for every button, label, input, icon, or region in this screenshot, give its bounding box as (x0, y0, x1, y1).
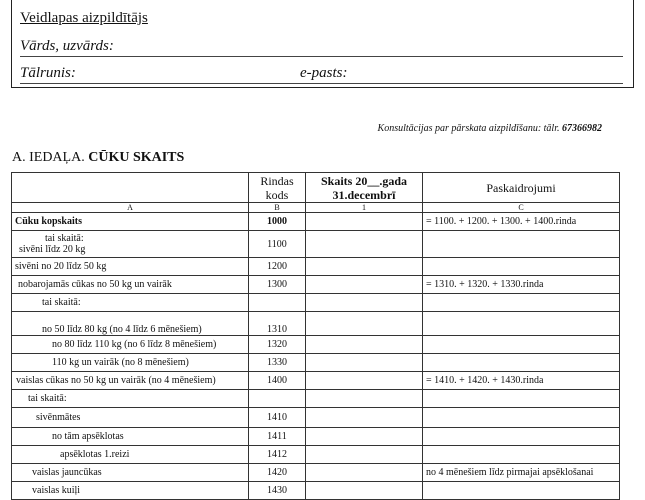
consultation-phone: 67366982 (562, 123, 602, 134)
header-count: Skaits 20__.gada 31.decembrī (306, 173, 423, 203)
count-input-cell[interactable] (306, 258, 423, 276)
row-code: 1400 (249, 372, 306, 390)
row-notes (423, 428, 620, 446)
row-name: no tām apsēklotas (12, 428, 249, 446)
name-field-line[interactable] (20, 56, 623, 57)
table-row (12, 464, 620, 482)
row-notes (423, 312, 620, 336)
phone-label: Tālrunis: (20, 65, 76, 81)
row-name: nobarojamās cūkas no 50 kg un vairāk (12, 276, 249, 294)
table-row (12, 258, 620, 276)
count-input-cell[interactable] (306, 294, 423, 312)
row-name: 110 kg un vairāk (no 8 mēnešiem) (12, 354, 249, 372)
row-name: vaislas kuiļi (12, 482, 249, 500)
row-name-line1: tai skaitā: (45, 233, 84, 244)
table-row (12, 372, 620, 390)
table-row (12, 354, 620, 372)
row-code: 1300 (249, 276, 306, 294)
section-prefix: A. IEDAĻA. (12, 150, 85, 165)
letter-a: A (12, 203, 249, 213)
count-input-cell[interactable] (306, 446, 423, 464)
letter-c: C (423, 203, 620, 213)
row-name: no 80 līdz 110 kg (no 6 līdz 8 mēnešiem) (12, 336, 249, 354)
letter-1: 1 (306, 203, 423, 213)
table-row (12, 428, 620, 446)
count-input-cell[interactable] (306, 336, 423, 354)
row-code: 1310 (249, 312, 306, 336)
table-row (12, 231, 620, 258)
row-code: 1000 (249, 213, 306, 231)
table-row (12, 336, 620, 354)
row-notes (423, 408, 620, 428)
table-row (12, 312, 620, 336)
count-input-cell[interactable] (306, 372, 423, 390)
row-name (12, 231, 249, 258)
row-code: 1420 (249, 464, 306, 482)
row-code: 1410 (249, 408, 306, 428)
row-name: sivēni no 20 līdz 50 kg (12, 258, 249, 276)
column-letter-row (12, 203, 620, 213)
row-name: tai skaitā: (12, 390, 249, 408)
row-name: Cūku kopskaits (12, 213, 249, 231)
row-code (249, 390, 306, 408)
consultation-text: Konsultācijas par pārskata aizpildīšanu: tālr. (377, 123, 560, 134)
email-label: e-pasts: (300, 65, 348, 81)
row-notes: = 1310. + 1320. + 1330.rinda (423, 276, 620, 294)
count-input-cell[interactable] (306, 390, 423, 408)
pig-count-table (11, 172, 620, 500)
row-notes (423, 336, 620, 354)
table-row (12, 446, 620, 464)
row-name: tai skaitā: (12, 294, 249, 312)
count-input-cell[interactable] (306, 408, 423, 428)
header-code: Rindas kods (249, 173, 306, 203)
table-row (12, 390, 620, 408)
row-notes (423, 231, 620, 258)
header-name (12, 173, 249, 203)
row-notes (423, 446, 620, 464)
count-input-cell[interactable] (306, 231, 423, 258)
row-code: 1430 (249, 482, 306, 500)
row-code: 1411 (249, 428, 306, 446)
section-title (12, 150, 184, 166)
row-notes (423, 390, 620, 408)
consultation-note (378, 123, 602, 134)
row-code: 1200 (249, 258, 306, 276)
row-notes: = 1410. + 1420. + 1430.rinda (423, 372, 620, 390)
row-notes (423, 294, 620, 312)
phone-email-field-line[interactable] (20, 83, 623, 84)
row-code: 1320 (249, 336, 306, 354)
table-row (12, 408, 620, 428)
row-name: vaislas cūkas no 50 kg un vairāk (no 4 mēnešiem) (12, 372, 249, 390)
count-input-cell[interactable] (306, 354, 423, 372)
row-notes (423, 258, 620, 276)
row-name-line2: sivēni līdz 20 kg (19, 244, 86, 255)
row-name: apsēklotas 1.reizi (12, 446, 249, 464)
count-input-cell[interactable] (306, 428, 423, 446)
table-row (12, 213, 620, 231)
table-row (12, 482, 620, 500)
count-input-cell[interactable] (306, 312, 423, 336)
row-code: 1330 (249, 354, 306, 372)
form-filler-box (11, 0, 634, 88)
row-name: no 50 līdz 80 kg (no 4 līdz 6 mēnešiem) (12, 312, 249, 336)
row-code (249, 294, 306, 312)
row-code: 1100 (249, 231, 306, 258)
table-row (12, 294, 620, 312)
count-input-cell[interactable] (306, 464, 423, 482)
header-notes: Paskaidrojumi (423, 173, 620, 203)
form-filler-title: Veidlapas aizpildītājs (20, 10, 148, 26)
table-header-row (12, 173, 620, 203)
row-notes: no 4 mēnešiem līdz pirmajai apsēklošanai (423, 464, 620, 482)
row-notes (423, 354, 620, 372)
row-name: vaislas jauncūkas (12, 464, 249, 482)
row-name: sivēnmātes (12, 408, 249, 428)
section-name: CŪKU SKAITS (88, 150, 185, 165)
count-input-cell[interactable] (306, 276, 423, 294)
row-notes: = 1100. + 1200. + 1300. + 1400.rinda (423, 213, 620, 231)
table-row (12, 276, 620, 294)
count-input-cell[interactable] (306, 213, 423, 231)
letter-b: B (249, 203, 306, 213)
count-input-cell[interactable] (306, 482, 423, 500)
row-code: 1412 (249, 446, 306, 464)
name-label: Vārds, uzvārds: (20, 38, 114, 54)
row-notes (423, 482, 620, 500)
